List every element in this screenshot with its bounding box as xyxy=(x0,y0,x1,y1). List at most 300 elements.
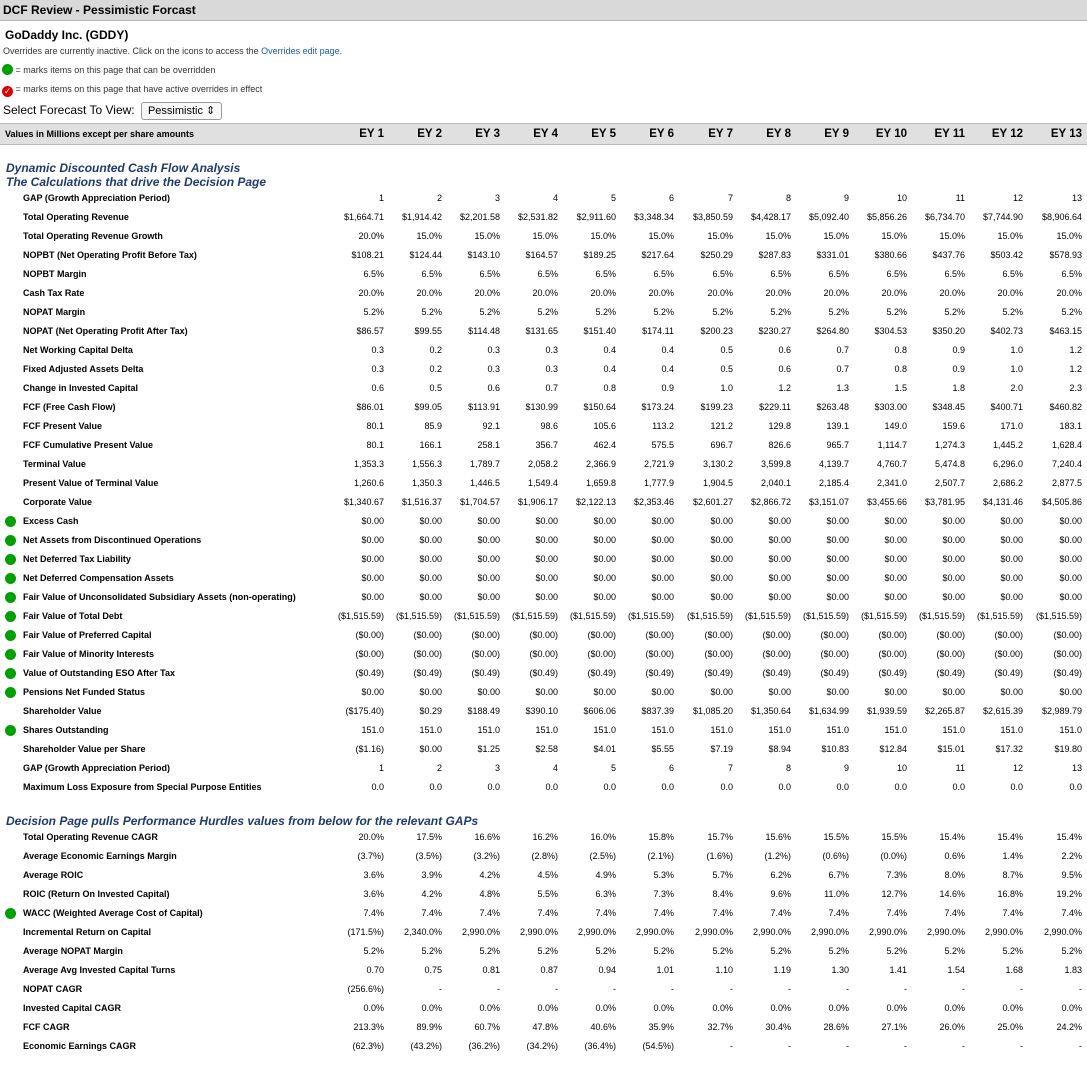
cell-value: $0.00 xyxy=(884,687,907,697)
cell-value: 20.0% xyxy=(881,288,907,298)
cell-value: 26.0% xyxy=(939,1022,965,1032)
legend-green xyxy=(0,61,1087,80)
cell-value: 1,628.4 xyxy=(1051,440,1082,450)
cell-value: 2,341.0 xyxy=(876,478,907,488)
override-dot-icon[interactable] xyxy=(5,516,16,527)
cell-value: 7 xyxy=(727,193,733,203)
cell-value: 7.4% xyxy=(595,908,616,918)
cell-value: $4.01 xyxy=(593,744,616,754)
cell-value: 0.0% xyxy=(886,1003,907,1013)
cell-value: $264.80 xyxy=(816,326,849,336)
cell-value: $86.57 xyxy=(356,326,384,336)
cell-value: 1,446.5 xyxy=(469,478,500,488)
cell-value: ($1,515.59) xyxy=(976,611,1023,621)
year-header: EY 12 xyxy=(991,128,1023,140)
cell-value: $0.00 xyxy=(710,516,733,526)
cell-value: 85.9 xyxy=(424,421,442,431)
cell-value: 15.0% xyxy=(532,231,558,241)
cell-value: $437.76 xyxy=(932,250,965,260)
cell-value: $606.06 xyxy=(583,706,616,716)
cell-value: $1,939.59 xyxy=(866,706,907,716)
cell-value: 2,340.0% xyxy=(403,927,442,937)
cell-value: ($0.00) xyxy=(704,649,733,659)
cell-value: ($0.00) xyxy=(355,630,384,640)
row-label: Fixed Adjusted Assets Delta xyxy=(23,364,144,374)
cell-value: 6.5% xyxy=(944,269,965,279)
cell-value: 13 xyxy=(1071,763,1082,773)
cell-value: 7.4% xyxy=(1002,908,1023,918)
cell-value: $0.00 xyxy=(768,554,791,564)
cell-value: $0.00 xyxy=(419,554,442,564)
cell-value: 20.0% xyxy=(358,288,384,298)
cell-value: $4,505.86 xyxy=(1041,497,1082,507)
cell-value: (171.5%) xyxy=(347,927,384,937)
cell-value: 15.7% xyxy=(707,832,733,842)
cell-value: 20.0% xyxy=(823,288,849,298)
cell-value: 0.0% xyxy=(944,1003,965,1013)
cell-value: $1,704.57 xyxy=(459,497,500,507)
override-dot-icon[interactable] xyxy=(5,592,16,603)
cell-value: 7.4% xyxy=(828,908,849,918)
cell-value: 7.4% xyxy=(421,908,442,918)
cell-value: $0.00 xyxy=(361,535,384,545)
year-header: EY 5 xyxy=(591,128,616,140)
row-label: Net Assets from Discontinued Operations xyxy=(23,535,202,545)
year-header: EY 6 xyxy=(649,128,674,140)
cell-value: 7.4% xyxy=(770,908,791,918)
cell-value: 151.0 xyxy=(419,725,442,735)
override-dot-icon[interactable] xyxy=(5,668,16,679)
cell-value: 98.6 xyxy=(540,421,558,431)
cell-value: 1.01 xyxy=(656,965,674,975)
cell-value: 28.6% xyxy=(823,1022,849,1032)
cell-value: 0.0 xyxy=(371,782,384,792)
table-row xyxy=(0,1037,1087,1056)
cell-value: 2,990.0% xyxy=(926,927,965,937)
cell-value: 6.2% xyxy=(770,870,791,880)
cell-value: 7.4% xyxy=(363,908,384,918)
cell-value: 20.0% xyxy=(707,288,733,298)
cell-value: 2,040.1 xyxy=(760,478,791,488)
cell-value: 15.6% xyxy=(765,832,791,842)
cell-value: (0.0%) xyxy=(880,851,907,861)
cell-value: 6.5% xyxy=(537,269,558,279)
cell-value: 2,990.0% xyxy=(752,927,791,937)
cell-value: 27.1% xyxy=(881,1022,907,1032)
cell-value: $0.00 xyxy=(1000,516,1023,526)
cell-value: 6.3% xyxy=(595,889,616,899)
cell-value: 129.8 xyxy=(768,421,791,431)
dcf-table xyxy=(0,189,1087,797)
cell-value: 151.0 xyxy=(535,725,558,735)
cell-value: 0.70 xyxy=(366,965,384,975)
cell-value: (2.5%) xyxy=(589,851,616,861)
cell-value: 2,990.0% xyxy=(810,927,849,937)
cell-value: $15.01 xyxy=(937,744,965,754)
cell-value: 4.2% xyxy=(479,870,500,880)
cell-value: 15.5% xyxy=(823,832,849,842)
cell-value: $0.00 xyxy=(419,516,442,526)
override-dot-icon[interactable] xyxy=(5,908,16,919)
row-label: Total Operating Revenue CAGR xyxy=(23,832,158,842)
cell-value: - xyxy=(904,984,907,994)
table-row xyxy=(0,360,1087,379)
table-header xyxy=(0,123,1087,145)
cell-value: $108.21 xyxy=(351,250,384,260)
cell-value: 1.0 xyxy=(1010,364,1023,374)
cell-value: $287.83 xyxy=(758,250,791,260)
table-row xyxy=(0,322,1087,341)
cell-value: 40.6% xyxy=(590,1022,616,1032)
cell-value: $400.71 xyxy=(990,402,1023,412)
cell-value: (256.6%) xyxy=(347,984,384,994)
cell-value: ($0.00) xyxy=(762,649,791,659)
cell-value: 0.3 xyxy=(487,364,500,374)
cell-value: - xyxy=(613,984,616,994)
cell-value: $4,428.17 xyxy=(750,212,791,222)
cell-value: $188.49 xyxy=(467,706,500,716)
cell-value: 0.0% xyxy=(770,1003,791,1013)
cell-value: ($0.49) xyxy=(529,668,558,678)
cell-value: ($0.00) xyxy=(645,649,674,659)
cell-value: 6.5% xyxy=(828,269,849,279)
cell-value: ($0.00) xyxy=(471,649,500,659)
cell-value: $304.53 xyxy=(874,326,907,336)
cell-value: 2,990.0% xyxy=(694,927,733,937)
cell-value: 13 xyxy=(1071,193,1082,203)
override-dot-icon[interactable] xyxy=(5,630,16,641)
cell-value: 0.0% xyxy=(828,1003,849,1013)
cell-value: 151.0 xyxy=(593,725,616,735)
cell-value: 6.5% xyxy=(363,269,384,279)
cell-value: 1.8 xyxy=(952,383,965,393)
cell-value: $0.00 xyxy=(361,592,384,602)
green-dot-icon xyxy=(2,64,13,75)
cell-value: ($0.49) xyxy=(936,668,965,678)
cell-value: $380.66 xyxy=(874,250,907,260)
cell-value: 5.2% xyxy=(595,307,616,317)
cell-value: 8 xyxy=(785,193,791,203)
cell-value: 6.5% xyxy=(595,269,616,279)
cell-value: ($0.49) xyxy=(355,668,384,678)
cell-value: 2,686.2 xyxy=(992,478,1023,488)
overrides-note-text: Overrides are currently inactive. Click on the icons to access the xyxy=(3,46,259,56)
cell-value: ($0.00) xyxy=(413,649,442,659)
cell-value: ($1,515.59) xyxy=(686,611,733,621)
cell-value: 15.8% xyxy=(648,832,674,842)
row-label: NOPBT (Net Operating Profit Before Tax) xyxy=(23,250,197,260)
cell-value: 15.0% xyxy=(765,231,791,241)
row-label: Average Avg Invested Capital Turns xyxy=(23,965,176,975)
cell-value: 1,789.7 xyxy=(469,459,500,469)
cell-value: 16.8% xyxy=(997,889,1023,899)
cell-value: 80.1 xyxy=(366,421,384,431)
cell-value: - xyxy=(1020,1041,1023,1051)
override-dot-icon[interactable] xyxy=(5,535,16,546)
cell-value: 15.0% xyxy=(881,231,907,241)
cell-value: $0.00 xyxy=(1059,573,1082,583)
cell-value: $0.00 xyxy=(593,573,616,583)
year-header: EY 11 xyxy=(934,128,965,140)
cell-value: ($1,515.59) xyxy=(453,611,500,621)
table-row xyxy=(0,398,1087,417)
cell-value: $0.00 xyxy=(651,554,674,564)
cell-value: 4.2% xyxy=(421,889,442,899)
cell-value: $2,122.13 xyxy=(575,497,616,507)
cell-value: ($1,515.59) xyxy=(337,611,384,621)
cell-value: $5,092.40 xyxy=(808,212,849,222)
cell-value: 2.3 xyxy=(1069,383,1082,393)
table-row xyxy=(0,588,1087,607)
cell-value: 8.7% xyxy=(1002,870,1023,880)
cell-value: 1,777.9 xyxy=(643,478,674,488)
table-row xyxy=(0,303,1087,322)
cell-value: $164.57 xyxy=(525,250,558,260)
cell-value: 15.0% xyxy=(707,231,733,241)
cell-value: 32.7% xyxy=(707,1022,733,1032)
cell-value: $7.19 xyxy=(710,744,733,754)
forecast-select[interactable] xyxy=(141,102,222,120)
cell-value: 7.4% xyxy=(479,908,500,918)
cell-value: $0.00 xyxy=(651,592,674,602)
cell-value: 1.10 xyxy=(715,965,733,975)
table-row xyxy=(0,664,1087,683)
cell-value: ($0.49) xyxy=(1053,668,1082,678)
cell-value: (2.8%) xyxy=(531,851,558,861)
cell-value: - xyxy=(788,984,791,994)
table-row xyxy=(0,759,1087,778)
table-row xyxy=(0,265,1087,284)
forecast-select-value: Pessimistic xyxy=(147,104,203,117)
cell-value: 0.9 xyxy=(952,345,965,355)
override-dot-icon[interactable] xyxy=(5,573,16,584)
cell-value: 151.0 xyxy=(1000,725,1023,735)
cell-value: $114.48 xyxy=(468,326,500,336)
table-row xyxy=(0,208,1087,227)
cell-value: $0.00 xyxy=(942,573,965,583)
cell-value: $0.00 xyxy=(1059,554,1082,564)
cell-value: $463.15 xyxy=(1049,326,1082,336)
table-row xyxy=(0,885,1087,904)
cell-value: $0.00 xyxy=(768,573,791,583)
cell-value: 6.5% xyxy=(653,269,674,279)
cell-value: $0.00 xyxy=(477,516,500,526)
cell-value: ($0.49) xyxy=(762,668,791,678)
cell-value: 4.5% xyxy=(537,870,558,880)
cell-value: - xyxy=(730,1041,733,1051)
cell-value: 0.0% xyxy=(595,1003,616,1013)
cell-value: ($1,515.59) xyxy=(1035,611,1082,621)
cell-value: $8.94 xyxy=(768,744,791,754)
cell-value: 0.6 xyxy=(778,364,791,374)
cell-value: ($0.49) xyxy=(704,668,733,678)
cell-value: 12 xyxy=(1012,763,1023,773)
cell-value: 1.41 xyxy=(889,965,907,975)
override-dot-icon[interactable] xyxy=(5,649,16,660)
cell-value: (0.6%) xyxy=(822,851,849,861)
cell-value: 6,296.0 xyxy=(992,459,1023,469)
cell-value: 5.2% xyxy=(421,307,442,317)
cell-value: 1.5 xyxy=(894,383,907,393)
row-label: Total Operating Revenue xyxy=(23,212,129,222)
cell-value: $0.00 xyxy=(1000,535,1023,545)
cell-value: 149.0 xyxy=(884,421,907,431)
cell-value: 0.0% xyxy=(363,1003,384,1013)
cell-value: $230.27 xyxy=(758,326,791,336)
cell-value: 1.68 xyxy=(1005,965,1023,975)
cell-value: $0.00 xyxy=(593,687,616,697)
override-dot-icon[interactable] xyxy=(5,611,16,622)
cell-value: 7.3% xyxy=(653,889,674,899)
table-row xyxy=(0,999,1087,1018)
row-label: Fair Value of Preferred Capital xyxy=(23,630,152,640)
cell-value: 5.2% xyxy=(944,946,965,956)
override-dot-icon[interactable] xyxy=(5,725,16,736)
cell-value: $0.00 xyxy=(1000,554,1023,564)
cell-value: 15.0% xyxy=(997,231,1023,241)
cell-value: 1,350.3 xyxy=(411,478,442,488)
cell-value: 12 xyxy=(1012,193,1023,203)
table-row xyxy=(0,626,1087,645)
override-dot-icon[interactable] xyxy=(5,554,16,565)
cell-value: $19.80 xyxy=(1054,744,1082,754)
cell-value: 1,445.2 xyxy=(992,440,1023,450)
cell-value: 0.4 xyxy=(661,345,674,355)
cell-value: 0.0 xyxy=(1010,782,1023,792)
cell-value: 0.0% xyxy=(712,1003,733,1013)
table-row xyxy=(0,474,1087,493)
cell-value: $0.00 xyxy=(535,687,558,697)
cell-value: 15.0% xyxy=(416,231,442,241)
table-row xyxy=(0,961,1087,980)
cell-value: $0.00 xyxy=(419,592,442,602)
cell-value: 5.2% xyxy=(828,946,849,956)
cell-value: $0.00 xyxy=(651,687,674,697)
row-label: Economic Earnings CAGR xyxy=(23,1041,137,1051)
cell-value: 6.5% xyxy=(770,269,791,279)
cell-value: 15.4% xyxy=(997,832,1023,842)
legend-green-text: = marks items on this page that can be overridden xyxy=(15,65,216,75)
cell-value: $86.01 xyxy=(356,402,384,412)
cell-value: $3,151.07 xyxy=(808,497,849,507)
row-label: Total Operating Revenue Growth xyxy=(23,231,163,241)
row-label: NOPBT Margin xyxy=(23,269,87,279)
cell-value: 2.2% xyxy=(1061,851,1082,861)
cell-value: 5.2% xyxy=(479,946,500,956)
table-row xyxy=(0,942,1087,961)
row-label: Incremental Return on Capital xyxy=(23,927,152,937)
cell-value: 151.0 xyxy=(710,725,733,735)
cell-value: 24.2% xyxy=(1056,1022,1082,1032)
cell-value: 113.2 xyxy=(652,421,674,431)
cell-value: 0.8 xyxy=(894,345,907,355)
cell-value: 16.2% xyxy=(532,832,558,842)
cell-value: 0.3 xyxy=(371,345,384,355)
row-label: NOPAT Margin xyxy=(23,307,86,317)
cell-value: 0.0% xyxy=(479,1003,500,1013)
row-label: Net Deferred Compensation Assets xyxy=(23,573,174,583)
table-row xyxy=(0,828,1087,847)
cell-value: ($0.49) xyxy=(645,668,674,678)
cell-value: 1,260.6 xyxy=(353,478,384,488)
table-row xyxy=(0,379,1087,398)
cell-value: ($0.00) xyxy=(413,630,442,640)
row-label: Corporate Value xyxy=(23,497,93,507)
cell-value: 213.3% xyxy=(353,1022,384,1032)
cell-value: - xyxy=(846,984,849,994)
cell-value: $200.23 xyxy=(700,326,733,336)
cell-value: 0.3 xyxy=(487,345,500,355)
row-label: Maximum Loss Exposure from Special Purpose Entities xyxy=(23,782,262,792)
table-row xyxy=(0,904,1087,923)
title-bar: DCF Review - Pessimistic Forcast xyxy=(0,0,1087,21)
cell-value: 92.1 xyxy=(482,421,500,431)
cell-value: 0.0% xyxy=(1061,1003,1082,1013)
cell-value: $0.00 xyxy=(419,687,442,697)
cell-value: 139.1 xyxy=(826,421,849,431)
cell-value: $578.93 xyxy=(1049,250,1082,260)
override-dot-icon[interactable] xyxy=(5,687,16,698)
cell-value: 1,353.3 xyxy=(353,459,384,469)
cell-value: $0.00 xyxy=(942,516,965,526)
cell-value: ($0.49) xyxy=(994,668,1023,678)
cell-value: 5.2% xyxy=(479,307,500,317)
cell-value: (3.7%) xyxy=(357,851,384,861)
row-label: Value of Outstanding ESO After Tax xyxy=(23,668,176,678)
cell-value: 10 xyxy=(896,763,907,773)
overrides-edit-link[interactable]: Overrides edit page. xyxy=(261,46,343,56)
cell-value: 5.2% xyxy=(712,307,733,317)
cell-value: 3.6% xyxy=(363,889,384,899)
cell-value: - xyxy=(497,984,500,994)
cell-value: 8.0% xyxy=(944,870,965,880)
cell-value: 1.4% xyxy=(1002,851,1023,861)
cell-value: ($1,515.59) xyxy=(860,611,907,621)
red-check-icon: ✓ xyxy=(3,86,12,96)
cell-value: $229.11 xyxy=(759,402,791,412)
cell-value: $0.00 xyxy=(942,554,965,564)
cell-value: (43.2%) xyxy=(410,1041,442,1051)
cell-value: 6.5% xyxy=(1002,269,1023,279)
cell-value: 20.0% xyxy=(590,288,616,298)
cell-value: $2,353.46 xyxy=(633,497,674,507)
cell-value: 121.2 xyxy=(710,421,733,431)
cell-value: $0.00 xyxy=(710,535,733,545)
cell-value: $0.00 xyxy=(826,554,849,564)
row-label: Present Value of Terminal Value xyxy=(23,478,159,488)
cell-value: $143.10 xyxy=(467,250,500,260)
cell-value: $0.00 xyxy=(884,535,907,545)
cell-value: 1.30 xyxy=(831,965,849,975)
cell-value: 15.0% xyxy=(939,231,965,241)
row-label: FCF Cumulative Present Value xyxy=(23,440,154,450)
cell-value: $124.44 xyxy=(409,250,442,260)
cell-value: 25.0% xyxy=(997,1022,1023,1032)
section2-title: Decision Page pulls Performance Hurdles values from below for the relevant GAPs xyxy=(6,814,479,828)
cell-value: 0.6 xyxy=(487,383,500,393)
cell-value: 1 xyxy=(378,193,384,203)
cell-value: 0.5 xyxy=(429,383,442,393)
cell-value: $0.00 xyxy=(535,516,558,526)
section1-title: Dynamic Discounted Cash Flow Analysis xyxy=(6,161,241,175)
row-label: Shares Outstanding xyxy=(23,725,109,735)
cell-value: ($0.00) xyxy=(994,649,1023,659)
cell-value: 2,058.2 xyxy=(527,459,558,469)
cell-value: ($0.00) xyxy=(936,630,965,640)
cell-value: 20.0% xyxy=(358,832,384,842)
cell-value: 0.9 xyxy=(661,383,674,393)
cell-value: 0.2 xyxy=(429,345,442,355)
